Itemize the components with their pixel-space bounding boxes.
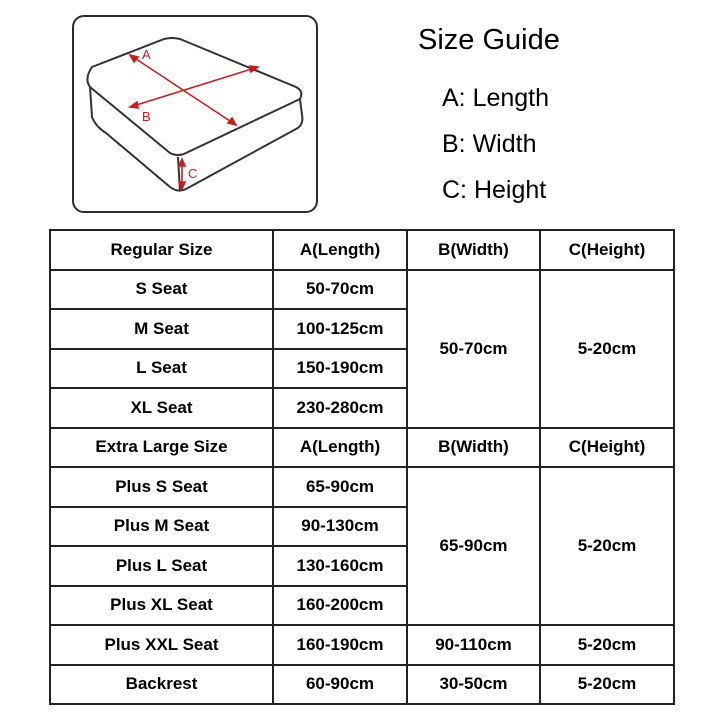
cushion-diagram [72,15,318,213]
seat-width: 30-50cm [407,665,540,705]
header-cell: A(Length) [273,428,407,468]
label-b: B [142,109,151,124]
header-cell: A(Length) [273,230,407,270]
table-header-row [50,230,674,270]
seat-width: 65-90cm [407,467,540,625]
header-cell: Regular Size [50,230,273,270]
guide-title: Size Guide [418,24,560,56]
header-cell: C(Height) [540,230,674,270]
seat-height: 5-20cm [540,625,674,665]
seat-length: 150-190cm [273,349,407,389]
table-row [50,270,674,310]
size-table [49,229,675,705]
guide-height: C: Height [442,176,547,204]
width-arrow [130,66,258,108]
seat-name: Plus S Seat [50,467,273,507]
seat-name: Plus XXL Seat [50,625,273,665]
guide-width: B: Width [442,130,537,158]
seat-height: 5-20cm [540,467,674,625]
header-cell: Extra Large Size [50,428,273,468]
table-row [50,625,674,665]
seat-length: 90-130cm [273,507,407,547]
seat-length: 160-190cm [273,625,407,665]
seat-length: 60-90cm [273,665,407,705]
seat-name: S Seat [50,270,273,310]
label-a: A [142,47,151,62]
seat-name: M Seat [50,309,273,349]
header-cell: B(Width) [407,230,540,270]
header-cell: B(Width) [407,428,540,468]
table-header-row [50,428,674,468]
seat-length: 230-280cm [273,388,407,428]
seat-length: 65-90cm [273,467,407,507]
seat-length: 50-70cm [273,270,407,310]
seat-height: 5-20cm [540,270,674,428]
seat-width: 90-110cm [407,625,540,665]
cushion-illustration [74,17,316,211]
table-row [50,665,674,705]
seat-length: 160-200cm [273,586,407,626]
seat-name: Plus M Seat [50,507,273,547]
header-cell: C(Height) [540,428,674,468]
seat-name: Plus XL Seat [50,586,273,626]
seat-height: 5-20cm [540,665,674,705]
seat-name: Plus L Seat [50,546,273,586]
seat-width: 50-70cm [407,270,540,428]
seat-name: Backrest [50,665,273,705]
guide-length: A: Length [442,84,550,112]
seat-length: 130-160cm [273,546,407,586]
label-c: C [188,166,198,181]
table-row [50,467,674,507]
seat-name: L Seat [50,349,273,389]
seat-length: 100-125cm [273,309,407,349]
seat-name: XL Seat [50,388,273,428]
